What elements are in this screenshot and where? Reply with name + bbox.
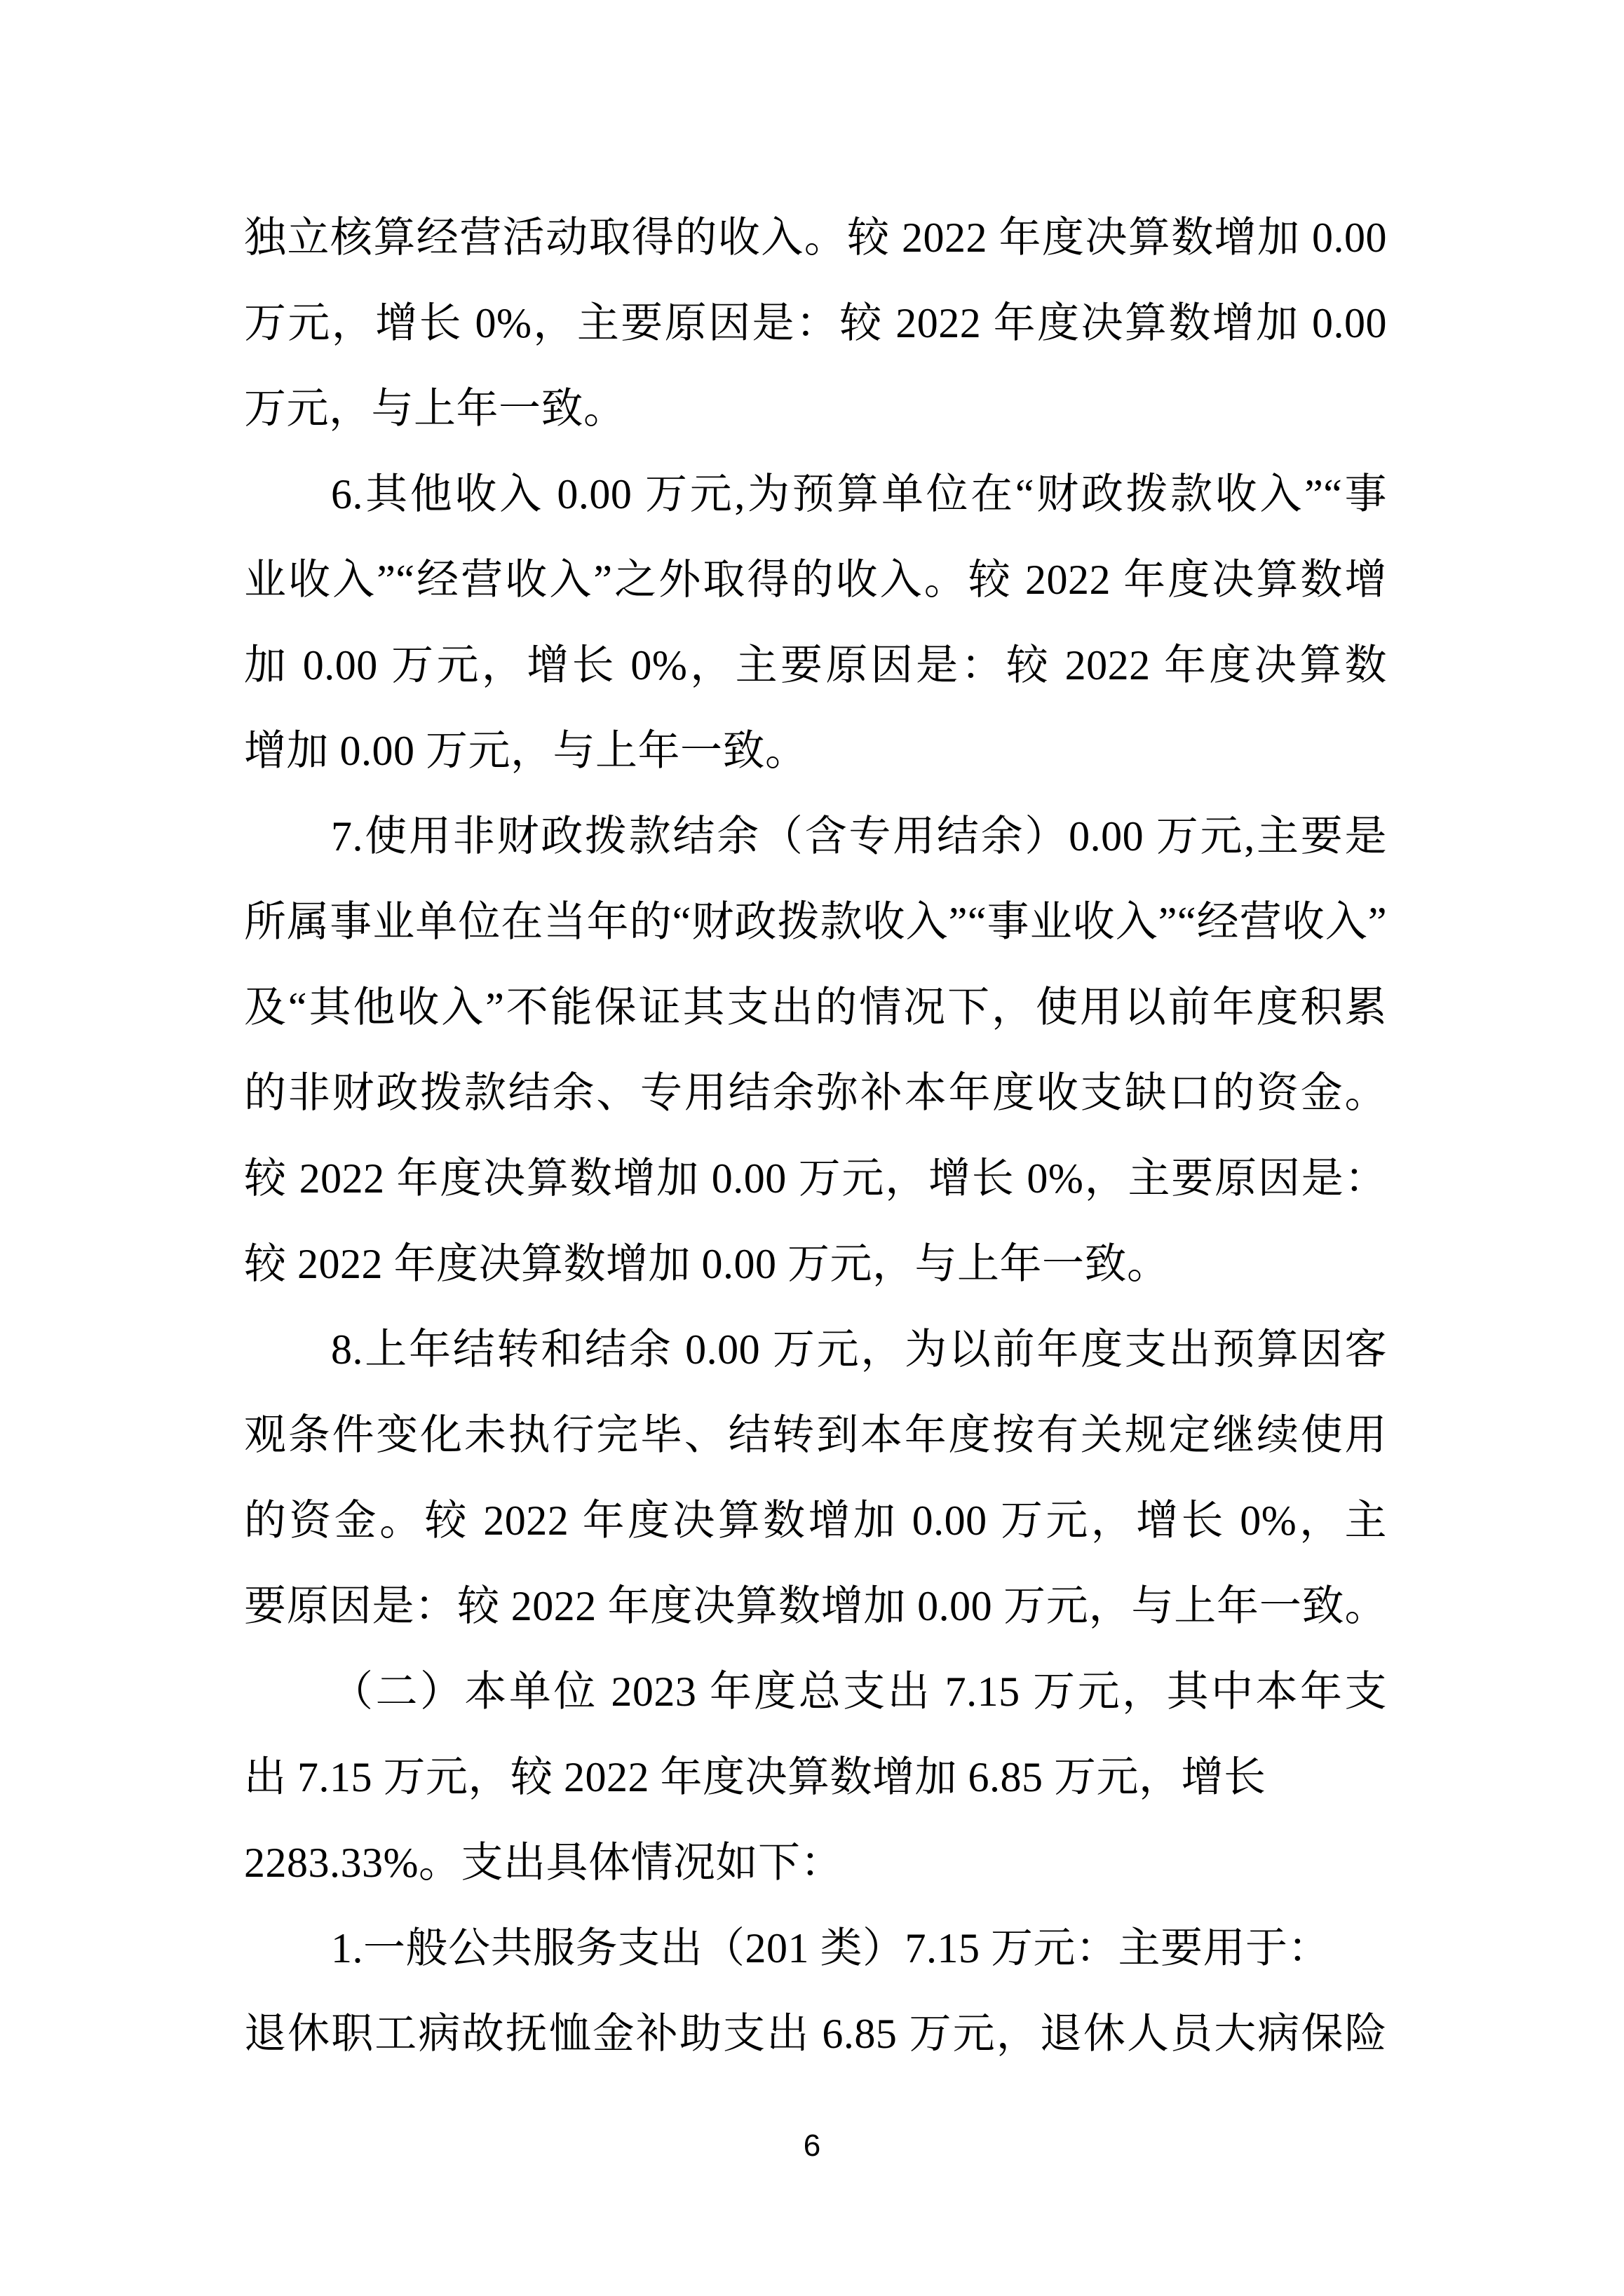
text-line: 8.上年结转和结余 0.00 万元，为以前年度支出预算因客 xyxy=(331,1326,1387,1373)
text-line: 7.使用非财政拨款结余（含专用结余）0.00 万元,主要是 xyxy=(331,813,1387,860)
text-line: 要原因是：较 2022 年度决算数增加 0.00 万元，与上年一致。 xyxy=(244,1583,1387,1629)
text-line: （二）本单位 2023 年度总支出 7.15 万元，其中本年支 xyxy=(331,1669,1387,1715)
body-text xyxy=(244,195,1387,2077)
text-line: 1.一般公共服务支出（201 类）7.15 万元：主要用于： xyxy=(331,1925,1330,1971)
page-number: 6 xyxy=(803,2128,821,2163)
text-line: 业收入”“经营收入”之外取得的收入。较 2022 年度决算数增 xyxy=(244,557,1387,603)
text-line: 万元，与上年一致。 xyxy=(244,386,626,432)
text-line: 较 2022 年度决算数增加 0.00 万元，与上年一致。 xyxy=(244,1241,1170,1287)
text-line: 独立核算经营活动取得的收入。较 2022 年度决算数增加 0.00 xyxy=(244,215,1387,261)
text-line: 的非财政拨款结余、专用结余弥补本年度收支缺口的资金。 xyxy=(244,1070,1387,1116)
text-line: 加 0.00 万元，增长 0%，主要原因是：较 2022 年度决算数 xyxy=(244,642,1387,688)
text-line: 及“其他收入”不能保证其支出的情况下，使用以前年度积累 xyxy=(244,984,1387,1031)
text-line: 2283.33%。支出具体情况如下： xyxy=(244,1840,843,1886)
text-line: 增加 0.00 万元，与上年一致。 xyxy=(244,728,808,774)
text-line: 观条件变化未执行完毕、结转到本年度按有关规定继续使用 xyxy=(244,1412,1387,1458)
text-line: 退休职工病故抚恤金补助支出 6.85 万元，退休人员大病保险 xyxy=(244,2011,1387,2057)
page-footer xyxy=(0,2128,1624,2163)
text-line: 出 7.15 万元，较 2022 年度决算数增加 6.85 万元，增长 xyxy=(244,1754,1266,1800)
text-line: 的资金。较 2022 年度决算数增加 0.00 万元，增长 0%，主 xyxy=(244,1497,1387,1544)
text-line: 所属事业单位在当年的“财政拨款收入”“事业收入”“经营收入” xyxy=(244,899,1387,945)
text-line: 6.其他收入 0.00 万元,为预算单位在“财政拨款收入”“事 xyxy=(331,471,1387,517)
text-line: 万元，增长 0%，主要原因是：较 2022 年度决算数增加 0.00 xyxy=(244,300,1387,346)
text-line: 较 2022 年度决算数增加 0.00 万元，增长 0%，主要原因是： xyxy=(244,1155,1387,1202)
